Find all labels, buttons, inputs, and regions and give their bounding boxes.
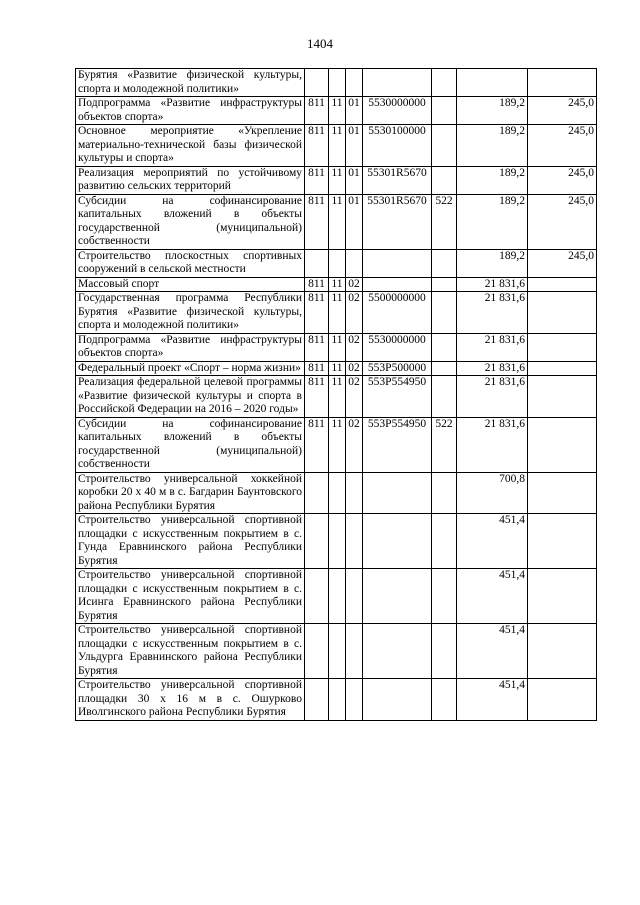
expense-type-cell — [432, 249, 457, 277]
ministry-code-cell: 811 — [305, 277, 329, 292]
amount-year2-cell — [528, 679, 597, 721]
item-name-cell: Массовый спорт — [76, 277, 305, 292]
subsection-code-cell — [346, 679, 363, 721]
target-article-cell — [363, 569, 432, 624]
item-name-cell: Государственная программа Республики Бурятия «Развитие физической культуры, спорта и молодежной политики» — [76, 292, 305, 334]
amount-year1-cell: 451,4 — [457, 569, 528, 624]
amount-year2-cell — [528, 333, 597, 361]
table-row — [76, 624, 597, 679]
subsection-code-cell — [346, 249, 363, 277]
subsection-code-cell: 02 — [346, 333, 363, 361]
ministry-code-cell: 811 — [305, 97, 329, 125]
amount-year1-cell: 21 831,6 — [457, 361, 528, 376]
ministry-code-cell — [305, 679, 329, 721]
expense-type-cell — [432, 292, 457, 334]
amount-year1-cell: 21 831,6 — [457, 277, 528, 292]
ministry-code-cell — [305, 249, 329, 277]
amount-year2-cell — [528, 277, 597, 292]
amount-year1-cell: 189,2 — [457, 166, 528, 194]
section-code-cell: 11 — [329, 333, 346, 361]
ministry-code-cell: 811 — [305, 166, 329, 194]
expense-type-cell — [432, 472, 457, 514]
table-row — [76, 249, 597, 277]
table-row — [76, 166, 597, 194]
amount-year1-cell: 451,4 — [457, 624, 528, 679]
expense-type-cell — [432, 376, 457, 418]
target-article-cell — [363, 249, 432, 277]
item-name-cell: Субсидии на софинансирование капитальных вложений в объекты государственной (муниципальной) собственности — [76, 417, 305, 472]
amount-year1-cell: 189,2 — [457, 194, 528, 249]
amount-year1-cell: 189,2 — [457, 249, 528, 277]
item-name-cell: Основное мероприятие «Укрепление материально-технической базы физической культуры и спорта» — [76, 125, 305, 167]
amount-year1-cell: 21 831,6 — [457, 292, 528, 334]
subsection-code-cell — [346, 472, 363, 514]
amount-year2-cell: 245,0 — [528, 97, 597, 125]
amount-year1-cell: 189,2 — [457, 125, 528, 167]
subsection-code-cell: 02 — [346, 376, 363, 418]
budget-table — [75, 68, 597, 721]
target-article-cell: 55301R5670 — [363, 166, 432, 194]
subsection-code-cell: 01 — [346, 194, 363, 249]
amount-year2-cell: 245,0 — [528, 125, 597, 167]
target-article-cell: 5530000000 — [363, 97, 432, 125]
expense-type-cell — [432, 69, 457, 97]
item-name-cell: Строительство универсальной спортивной площадки с искусственным покрытием в с. Гунда Еравнинского района Республики Бурятия — [76, 514, 305, 569]
amount-year2-cell: 245,0 — [528, 249, 597, 277]
table-row — [76, 69, 597, 97]
ministry-code-cell: 811 — [305, 194, 329, 249]
section-code-cell: 11 — [329, 376, 346, 418]
ministry-code-cell: 811 — [305, 333, 329, 361]
target-article-cell — [363, 514, 432, 569]
expense-type-cell: 522 — [432, 417, 457, 472]
section-code-cell — [329, 249, 346, 277]
subsection-code-cell: 01 — [346, 125, 363, 167]
item-name-cell: Реализация федеральной целевой программы «Развитие физической культуры и спорта в Российской Федерации на 2016 – 2020 годы» — [76, 376, 305, 418]
expense-type-cell — [432, 361, 457, 376]
page-number: 1404 — [307, 36, 333, 51]
table-row — [76, 292, 597, 334]
amount-year1-cell: 21 831,6 — [457, 417, 528, 472]
subsection-code-cell — [346, 69, 363, 97]
amount-year1-cell: 21 831,6 — [457, 376, 528, 418]
target-article-cell — [363, 277, 432, 292]
amount-year2-cell: 245,0 — [528, 166, 597, 194]
table-row — [76, 514, 597, 569]
item-name-cell: Строительство универсальной спортивной площадки 30 х 16 м в с. Ошурково Иволгинского района Республики Бурятия — [76, 679, 305, 721]
section-code-cell — [329, 679, 346, 721]
amount-year1-cell: 700,8 — [457, 472, 528, 514]
table-row — [76, 376, 597, 418]
target-article-cell — [363, 69, 432, 97]
item-name-cell: Строительство универсальной спортивной площадки с искусственным покрытием в с. Исинга Еравнинского района Республики Бурятия — [76, 569, 305, 624]
ministry-code-cell: 811 — [305, 376, 329, 418]
table-row — [76, 569, 597, 624]
target-article-cell — [363, 624, 432, 679]
target-article-cell: 55301R5670 — [363, 194, 432, 249]
target-article-cell — [363, 472, 432, 514]
section-code-cell: 11 — [329, 166, 346, 194]
subsection-code-cell: 02 — [346, 361, 363, 376]
section-code-cell: 11 — [329, 277, 346, 292]
section-code-cell: 11 — [329, 361, 346, 376]
ministry-code-cell — [305, 514, 329, 569]
item-name-cell: Строительство универсальной хоккейной коробки 20 х 40 м в с. Багдарин Баунтовского района Республики Бурятия — [76, 472, 305, 514]
subsection-code-cell: 02 — [346, 277, 363, 292]
subsection-code-cell — [346, 624, 363, 679]
amount-year2-cell — [528, 292, 597, 334]
expense-type-cell — [432, 514, 457, 569]
section-code-cell — [329, 569, 346, 624]
table-row — [76, 277, 597, 292]
subsection-code-cell: 02 — [346, 417, 363, 472]
item-name-cell: Подпрограмма «Развитие инфраструктуры объектов спорта» — [76, 333, 305, 361]
amount-year2-cell — [528, 361, 597, 376]
ministry-code-cell: 811 — [305, 292, 329, 334]
amount-year2-cell — [528, 624, 597, 679]
section-code-cell: 11 — [329, 194, 346, 249]
target-article-cell: 553P554950 — [363, 376, 432, 418]
amount-year2-cell — [528, 472, 597, 514]
target-article-cell: 5530000000 — [363, 333, 432, 361]
table-row — [76, 194, 597, 249]
amount-year2-cell — [528, 376, 597, 418]
ministry-code-cell — [305, 569, 329, 624]
ministry-code-cell: 811 — [305, 417, 329, 472]
expense-type-cell — [432, 333, 457, 361]
ministry-code-cell: 811 — [305, 361, 329, 376]
table-row — [76, 97, 597, 125]
subsection-code-cell: 01 — [346, 166, 363, 194]
section-code-cell: 11 — [329, 417, 346, 472]
section-code-cell — [329, 472, 346, 514]
table-row — [76, 125, 597, 167]
section-code-cell — [329, 69, 346, 97]
amount-year2-cell — [528, 514, 597, 569]
target-article-cell: 553P500000 — [363, 361, 432, 376]
ministry-code-cell — [305, 69, 329, 97]
item-name-cell: Подпрограмма «Развитие инфраструктуры объектов спорта» — [76, 97, 305, 125]
subsection-code-cell: 01 — [346, 97, 363, 125]
ministry-code-cell: 811 — [305, 125, 329, 167]
table-row — [76, 417, 597, 472]
ministry-code-cell — [305, 472, 329, 514]
section-code-cell: 11 — [329, 292, 346, 334]
item-name-cell: Федеральный проект «Спорт – норма жизни» — [76, 361, 305, 376]
expense-type-cell: 522 — [432, 194, 457, 249]
table-row — [76, 679, 597, 721]
table-row — [76, 361, 597, 376]
expense-type-cell — [432, 125, 457, 167]
item-name-cell: Субсидии на софинансирование капитальных вложений в объекты государственной (муниципальной) собственности — [76, 194, 305, 249]
target-article-cell: 5500000000 — [363, 292, 432, 334]
amount-year2-cell: 245,0 — [528, 194, 597, 249]
amount-year1-cell: 21 831,6 — [457, 333, 528, 361]
amount-year2-cell — [528, 417, 597, 472]
subsection-code-cell — [346, 569, 363, 624]
section-code-cell: 11 — [329, 97, 346, 125]
table-row — [76, 333, 597, 361]
section-code-cell — [329, 624, 346, 679]
expense-type-cell — [432, 277, 457, 292]
amount-year1-cell: 189,2 — [457, 97, 528, 125]
amount-year1-cell: 451,4 — [457, 514, 528, 569]
expense-type-cell — [432, 624, 457, 679]
expense-type-cell — [432, 166, 457, 194]
ministry-code-cell — [305, 624, 329, 679]
subsection-code-cell: 02 — [346, 292, 363, 334]
item-name-cell: Реализация мероприятий по устойчивому развитию сельских территорий — [76, 166, 305, 194]
amount-year1-cell — [457, 69, 528, 97]
target-article-cell — [363, 679, 432, 721]
table-row — [76, 472, 597, 514]
target-article-cell: 553P554950 — [363, 417, 432, 472]
item-name-cell: Бурятия «Развитие физической культуры, спорта и молодежной политики» — [76, 69, 305, 97]
amount-year1-cell: 451,4 — [457, 679, 528, 721]
section-code-cell: 11 — [329, 125, 346, 167]
amount-year2-cell — [528, 69, 597, 97]
target-article-cell: 5530100000 — [363, 125, 432, 167]
subsection-code-cell — [346, 514, 363, 569]
section-code-cell — [329, 514, 346, 569]
item-name-cell: Строительство универсальной спортивной площадки с искусственным покрытием в с. Ульдурга Еравнинского района Республики Бурятия — [76, 624, 305, 679]
expense-type-cell — [432, 97, 457, 125]
expense-type-cell — [432, 569, 457, 624]
expense-type-cell — [432, 679, 457, 721]
item-name-cell: Строительство плоскостных спортивных сооружений в сельской местности — [76, 249, 305, 277]
amount-year2-cell — [528, 569, 597, 624]
